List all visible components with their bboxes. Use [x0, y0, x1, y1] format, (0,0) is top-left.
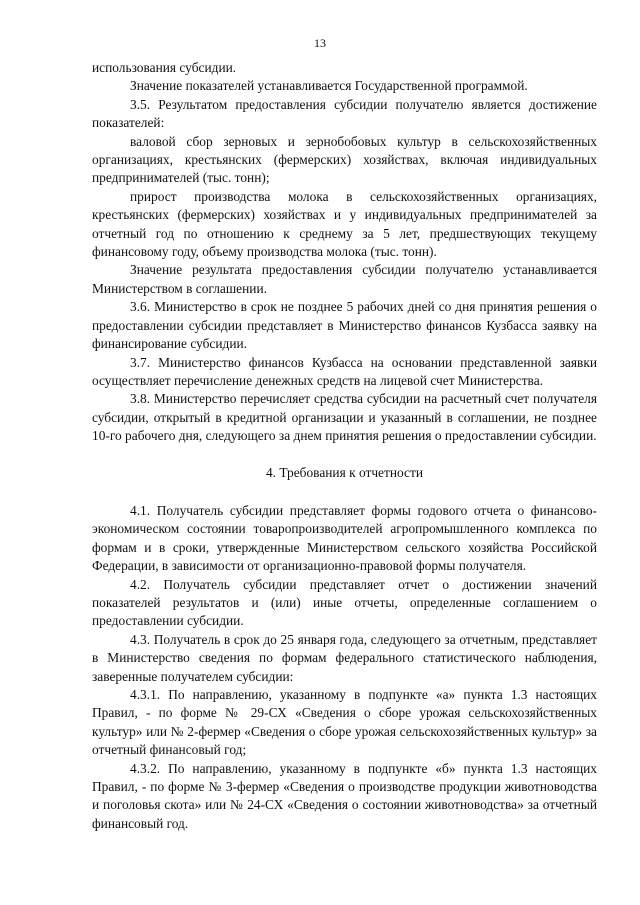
paragraph-grain-harvest: валовой сбор зерновых и зернобобовых культур в сельскохозяйственных организациях, крестьянских (фермерских) хозяйствах, включая индивидуальных предпринимателей (тыс. тонн);	[92, 133, 597, 186]
paragraph-3-8: 3.8. Министерство перечисляет средства субсидии на расчетный счет получателя субсидии, открытый в кредитной организации и указанный в соглашении, не позднее 10-го рабочего дня, следующего за днем принятия решения о предоставлении субсидии.	[92, 391, 597, 444]
paragraph-4-2: 4.2. Получатель субсидии представляет отчет о достижении значений показателей результатов и (или) иные отчеты, определенные соглашением о предоставлении субсидии.	[92, 576, 597, 629]
paragraph-4-3-1: 4.3.1. По направлению, указанному в подпункте «а» пункта 1.3 настоящих Правил, - по форме № 29-СХ «Сведения о сборе урожая сельскохозяйственных культур» или № 2-фермер «Сведения о сборе урожая сельскохозяйственных культур» за отчетный финансовый год;	[92, 687, 597, 758]
paragraph-continuation: использования субсидии.	[92, 60, 237, 75]
paragraph-4-1: 4.1. Получатель субсидии представляет формы годового отчета о финансово-экономическом состоянии товаропроизводителей агропромышленного комплекса по формам и в сроки, утвержденные Министерством сельского хозяйства Российской Федерации, в зависимости от организационно-правовой формы получателя.	[92, 502, 597, 574]
paragraph-3-6: 3.6. Министерство в срок не позднее 5 рабочих дней со дня принятия решения о предоставлении субсидии представляет в Министерство финансов Кузбасса заявку на финансирование субсидии.	[92, 299, 597, 352]
paragraph-3-7: 3.7. Министерство финансов Кузбасса на основании представленной заявки осуществляет перечисление денежных средств на лицевой счет Министерства.	[92, 354, 597, 388]
paragraph-4-3-2: 4.3.2. По направлению, указанному в подпункте «б» пункта 1.3 настоящих Правил, - по форме № 3-фермер «Сведения о производстве продукции животноводства и поголовья скота» или № 24-СХ «Сведения о состоянии животноводства» за отчетный финансовый год.	[92, 760, 597, 831]
paragraph-4-3: 4.3. Получатель в срок до 25 января года, следующего за отчетным, представляет в Министерство сведения по формам федерального статистического наблюдения, заверенные получателем субсидии:	[92, 631, 597, 684]
page-number: 13	[314, 36, 326, 50]
section-heading: 4. Требования к отчетности	[265, 464, 424, 480]
paragraph-milk-growth: прирост производства молока в сельскохозяйственных организациях, крестьянских (фермерских) хозяйствах и у индивидуальных предпринимателей за отчетный год по отношению к среднему за 5 лет, предшествующих текущему финансовому году, объему производства молока (тыс. тонн).	[92, 188, 597, 260]
paragraph-3-5: 3.5. Результатом предоставления субсидии получателю является достижение показателей:	[92, 96, 597, 131]
paragraph-result-value: Значение результата предоставления субсидии получателю устанавливается Министерством в соглашении.	[92, 262, 597, 296]
document-body	[92, 59, 597, 833]
paragraph-indicator-value: Значение показателей устанавливается Государственной программой.	[130, 78, 528, 94]
